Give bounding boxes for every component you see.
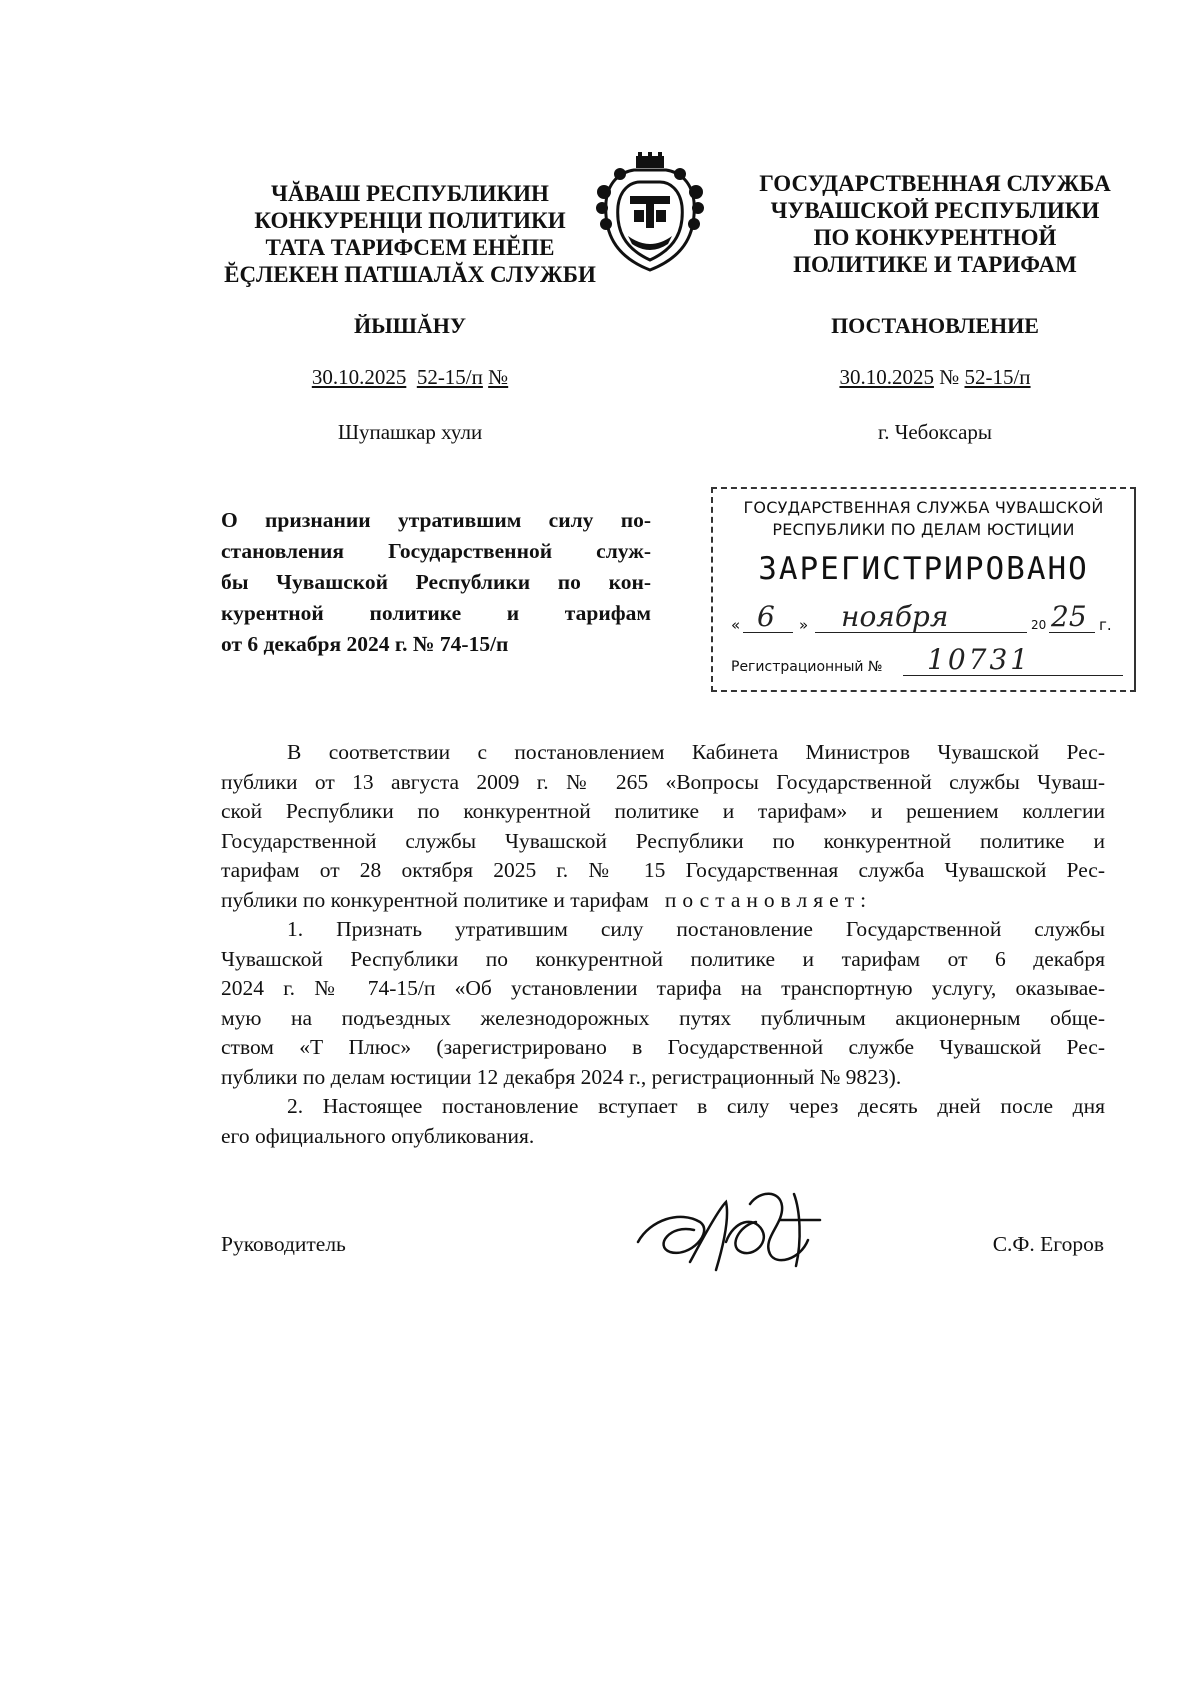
stamp-month: ноября: [841, 600, 949, 633]
russian-doc-type: ПОСТАНОВЛЕНИЕ: [831, 313, 1039, 338]
quote-close: »: [799, 616, 809, 634]
stamp-reg-label: Регистрационный №: [731, 659, 883, 675]
chuvash-org-line: КОНКУРЕНЦИ ПОЛИТИКИ: [254, 208, 566, 233]
subject-line: О признании утратившим силу по-: [221, 508, 651, 532]
chuvash-org-name: [190, 180, 630, 288]
document-body: [221, 738, 1105, 1151]
body-line: В соответствии с постановлением Кабинета Министров Чувашской Рес-: [287, 740, 1105, 764]
chuvash-doc-type: ЙЫШĂНУ: [353, 313, 467, 338]
body-line: публики от 13 августа 2009 г. № 265 «Вопросы Государственной службы Чуваш-: [221, 769, 1105, 794]
subject-line: от 6 декабря 2024 г. № 74-15/п: [221, 632, 509, 656]
body-line: ской Республики по конкурентной политике и тарифам» и решением коллегии: [221, 799, 1105, 823]
item-2-line: его официального опубликования.: [221, 1123, 535, 1148]
coat-of-arms-emblem: [594, 152, 706, 276]
russian-org-line: ГОСУДАРСТВЕННАЯ СЛУЖБА: [759, 171, 1111, 196]
russian-city: г. Чебоксары: [877, 420, 993, 444]
item-2-line: 2. Настоящее постановление вступает в силу через десять дней после дня: [287, 1094, 1105, 1118]
quote-open: «: [731, 616, 741, 634]
stamp-org-line: РЕСПУБЛИКИ ПО ДЕЛАМ ЮСТИЦИИ: [772, 520, 1075, 539]
stamp-org: [713, 497, 1134, 541]
item-1-line: мую на подъездных железнодорожных путях публичным акционерным обще-: [221, 1005, 1105, 1030]
document-subject: [221, 505, 651, 660]
chuvash-org-line: ĔÇЛЕКЕН ПАТШАЛĂХ СЛУЖБИ: [224, 262, 596, 287]
chuvash-date: 30.10.2025: [311, 365, 407, 389]
stamp-year-unit: г.: [1099, 616, 1112, 634]
subject-line: становления Государственной служ-: [221, 539, 651, 563]
chuvash-number: 52-15/п: [416, 365, 483, 389]
handwritten-signature: [630, 1180, 830, 1280]
item-1-line: ством «Т Плюс» (зарегистрировано в Государственной службе Чувашской Рес-: [221, 1035, 1105, 1059]
body-line: Государственной службы Чувашской Республики по конкурентной политике и: [221, 828, 1105, 853]
body-line: тарифам от 28 октября 2025 г. № 15 Государственная служба Чувашской Рес-: [221, 858, 1105, 882]
russian-date: 30.10.2025: [839, 365, 934, 389]
stamp-org-line: ГОСУДАРСТВЕННАЯ СЛУЖБА ЧУВАШСКОЙ: [743, 498, 1104, 517]
russian-org-name: [730, 170, 1140, 278]
stamp-date-line: [731, 600, 1121, 642]
number-sign: №: [488, 365, 509, 389]
stamp-year-suffix: 25: [1051, 600, 1087, 633]
stamp-status: ЗАРЕГИСТРИРОВАНО: [758, 551, 1089, 587]
chuvash-date-number: [190, 365, 630, 390]
chuvash-org-line: ЧĂВАШ РЕСПУБЛИКИН: [271, 181, 549, 206]
item-1-line: публики по делам юстиции 12 декабря 2024 г., регистрационный № 9823).: [221, 1064, 902, 1089]
decree-word: постановляет:: [664, 887, 873, 912]
russian-date-number: [730, 365, 1140, 390]
registration-stamp: [711, 487, 1136, 692]
chuvash-city: Шупашкар хули: [337, 420, 483, 444]
subject-line: бы Чувашской Республики по кон-: [221, 570, 651, 594]
stamp-reg-line: [731, 643, 1121, 681]
stamp-year-prefix: 20: [1031, 618, 1047, 632]
number-sign: №: [939, 365, 960, 389]
russian-org-line: ПОЛИТИКЕ И ТАРИФАМ: [793, 252, 1077, 277]
item-1-line: Чувашской Республики по конкурентной политике и тарифам от 6 декабря: [221, 946, 1105, 971]
subject-line: курентной политике и тарифам: [221, 601, 651, 625]
signer-position: Руководитель: [221, 1232, 346, 1256]
body-line: [221, 886, 1105, 916]
body-line-prefix: публики по конкурентной политике и тарифам: [221, 887, 649, 912]
signer-name: С.Ф. Егоров: [992, 1232, 1104, 1256]
stamp-day: 6: [757, 600, 775, 633]
russian-number: 52-15/п: [964, 365, 1031, 389]
chuvash-org-line: ТАТА ТАРИФСЕМ ЕНĔПЕ: [265, 235, 555, 260]
russian-org-line: ЧУВАШСКОЙ РЕСПУБЛИКИ: [770, 198, 1100, 223]
russian-org-line: ПО КОНКУРЕНТНОЙ: [813, 225, 1057, 250]
item-1-line: 1. Признать утратившим силу постановление Государственной службы: [287, 917, 1105, 941]
item-1-line: 2024 г. № 74-15/п «Об установлении тарифа на транспортную услугу, оказывае-: [221, 976, 1105, 1000]
stamp-reg-number: 10731: [927, 643, 1032, 676]
